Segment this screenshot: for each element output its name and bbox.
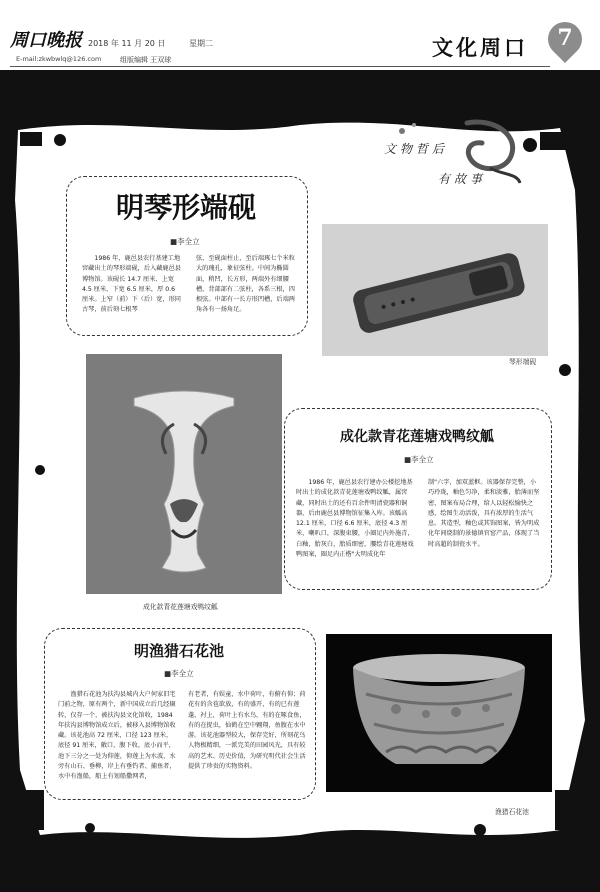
- banner-line-2: 有故事: [438, 172, 487, 186]
- pool-article-title: 明渔猎石花池: [133, 642, 224, 660]
- pool-photo-caption: 渔猎石花池: [495, 808, 529, 816]
- issue-date: 2018 年 11 月 20 日: [88, 39, 166, 48]
- inkstone-photo: [322, 224, 548, 356]
- vase-article-author: ■李全立: [404, 455, 434, 464]
- issue-weekday: 星期二: [189, 39, 213, 48]
- vase-article-col1: 1986 年，鹿邑县农行建办公楼挖地基时出土的成化款青花莲塘戏鸭纹觚，属窖藏，同时出土的还有百余件明清瓷器和铜器，后由鹿邑县博物馆征集入库。该觚高 12.1 厘米，口径 6.6 厘米，底径 4.3 厘米，喇叭口，深腹束腰，小圈足内外施青，白釉，胎灰白，胎质细密，腰绘青花莲塘戏鸭图案，圈足内正楷"大明成化年: [296, 479, 414, 559]
- vase-photo-caption: 成化款青花莲塘戏鸭纹觚: [143, 603, 218, 611]
- header-rule: [10, 66, 550, 67]
- page-number: 7: [557, 25, 573, 51]
- inkstone-article-author: ■李全立: [170, 237, 200, 246]
- vase-article-title: 成化款青花莲塘戏鸭纹觚: [340, 429, 494, 445]
- inkstone-article-col1: 1986 年，鹿邑县农行基建工地窖藏出土的琴形端砚，后入藏鹿邑县博物馆。该砚长 14.7 厘米、上宽 4.5 厘米、下宽 6.5 厘米，厚 0.6 厘米。上窄（前）下（后）宽，形同古琴，前后刻七根琴: [82, 255, 181, 314]
- pool-article-author: ■李全立: [164, 669, 194, 678]
- pool-article-col2: 有老者，有娱童，水中荷叶，有俯有仰；荷花有的含苞欲放，有的盛开，有的已有莲蓬，衬上，荷叶上有水鸟，有的在啄食鱼，有的在捉虫，仙鹤在空中翱翔，鱼腹在水中游。该花池器型较大，保存完好，所刻花鸟人物极精细，一派完美的田园风光，具有较高的艺术、历史价值，为研究明代社会生活提供了珍贵的实物资料。: [188, 691, 306, 771]
- section-title: 文化周口: [432, 35, 528, 60]
- inkstone-article-title: 明琴形端砚: [115, 191, 256, 224]
- masthead-logo: 周口晚报: [10, 30, 82, 51]
- vase-illustration: [86, 354, 282, 594]
- vase-article-col2: 制"六字，加双蓝框。该器保存完整，小巧玲珑，釉色匀净，柔和淡雅，胎薄而坚密，图案布局合理，给人以轻松愉快之感，绘图生动活泼，具有浓厚的生活气息。其造型，釉色或其饰图案，皆为明成化年间烧制的景德镇官窑产品，体现了当时高超的制瓷水平。: [428, 479, 540, 548]
- inkstone-photo-caption: 琴形端砚: [509, 358, 537, 366]
- pool-article-col1: 渔猎石花池为扶沟县城内大户何家旧宅门前之物，原有两个，新中国成立后几经辗转，仅存一个，被扶沟县文化馆收，1984 年扶沟县博物馆成立后，被移入县博物馆收藏。该花池高 72 厘米，口径 123 厘米，底径 91 厘米，敞口，腹下收，底小而平，池下三分之一处为仰莲，仰莲上为水波，水旁有山石、垂柳，岸上有垂钓者、捕鱼者，水中有渔船，船上有划船撒网者，: [58, 691, 176, 781]
- stone-pool-illustration: [326, 634, 552, 792]
- vase-photo: [86, 354, 282, 594]
- layout-editor: 组版编辑 王双球: [120, 56, 172, 64]
- inkstone-article-col2: 弦，至砚面柱止，至后端琢七个米粒大的瑰孔，象征弦柱。中间为椭圆面，稍凹，长方形，两端外有细腰槽，背部部有二弦柱，各系三根，四根弦。中部有一长方形凹槽，后端两角各有一扬角足。: [196, 255, 295, 314]
- inkstone-illustration: [322, 224, 548, 356]
- contact-email: E-mail:zkwbwlq@126.com: [16, 55, 102, 63]
- banner-line-1: 文物哲后: [384, 142, 449, 156]
- pool-photo: [326, 634, 552, 792]
